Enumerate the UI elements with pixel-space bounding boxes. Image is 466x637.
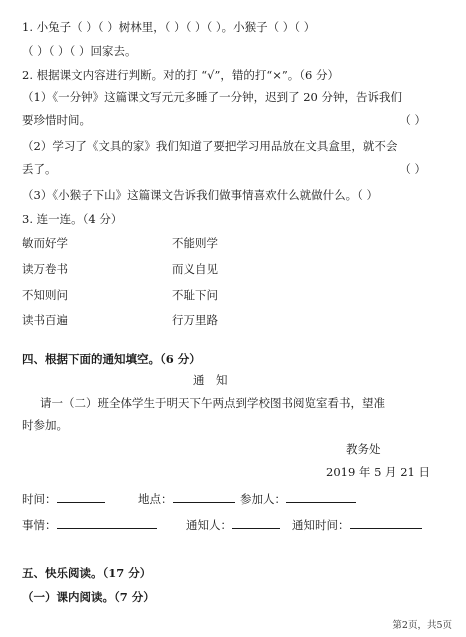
matter-label: 事情： [22,518,57,532]
q2-item-1-answer-paren: （ ） [399,113,426,127]
q3-left-item-2: 读万卷书 [22,262,68,276]
participants-label: 参加人： [240,492,286,506]
participants-blank[interactable] [286,490,356,503]
participants-field [240,490,356,506]
place-blank[interactable] [173,490,235,503]
notice-body-line-2: 时参加。 [22,418,68,432]
matter-field [22,516,157,532]
time-blank[interactable] [57,490,105,503]
q3-right-item-4: 行万里路 [172,313,218,327]
q3-right-item-3: 不耻下问 [172,288,218,302]
notice-signer: 教务处 [346,442,381,456]
q3-left-item-1: 敏而好学 [22,236,68,250]
q2-item-1-line-1: （1）《一分钟》这篇课文写元元多睡了一分钟，迟到了 20 分钟，告诉我们 [22,90,403,104]
q1-line-1: 1. 小兔子（ ）（ ）树林里，（ ）（ ）（ ）。小猴子（ ）（ ） [22,20,316,34]
q2-item-2-answer-paren: （ ） [399,162,426,176]
notice-body-line-1: 请一（二）班全体学生于明天下午两点到学校图书阅览室看书，望准 [40,396,385,410]
q3-heading: 3. 连一连。（4 分） [22,212,123,226]
notice-title: 通 知 [193,373,228,387]
notifier-blank[interactable] [232,516,280,529]
q3-left-item-4: 读书百遍 [22,313,68,327]
q3-right-item-2: 而义自见 [172,262,218,276]
section-5-heading: 五、快乐阅读。（17 分） [22,566,152,580]
page-number: 第2页，共5页 [392,620,452,631]
section-5-sub-heading: （一）课内阅读。（7 分） [22,590,155,604]
notice-time-blank[interactable] [350,516,422,529]
q1-line-2: （ ）（ ）（ ）回家去。 [22,44,137,58]
time-field [22,490,105,506]
place-label: 地点： [138,492,173,506]
matter-blank[interactable] [57,516,157,529]
notice-date: 2019 年 5 月 21 日 [326,465,430,479]
notice-time-field [292,516,422,532]
q2-item-1-line-2: 要珍惜时间。 [22,113,91,127]
notifier-field [186,516,280,532]
notice-time-label: 通知时间： [292,518,350,532]
q2-item-2-line-1: （2）学习了《文具的家》我们知道了要把学习用品放在文具盒里，就不会 [22,139,398,153]
q2-item-3: （3）《小猴子下山》这篇课文告诉我们做事情喜欢什么就做什么。（ ） [22,188,378,202]
q3-left-item-3: 不知则问 [22,288,68,302]
q2-heading: 2. 根据课文内容进行判断。对的打 “√”，错的打“×”。（6 分） [22,68,339,82]
section-4-heading: 四、根据下面的通知填空。（6 分） [22,352,201,366]
place-field [138,490,235,506]
q2-item-2-line-2: 丢了。 [22,162,57,176]
time-label: 时间： [22,492,57,506]
q3-right-item-1: 不能则学 [172,236,218,250]
notifier-label: 通知人： [186,518,232,532]
